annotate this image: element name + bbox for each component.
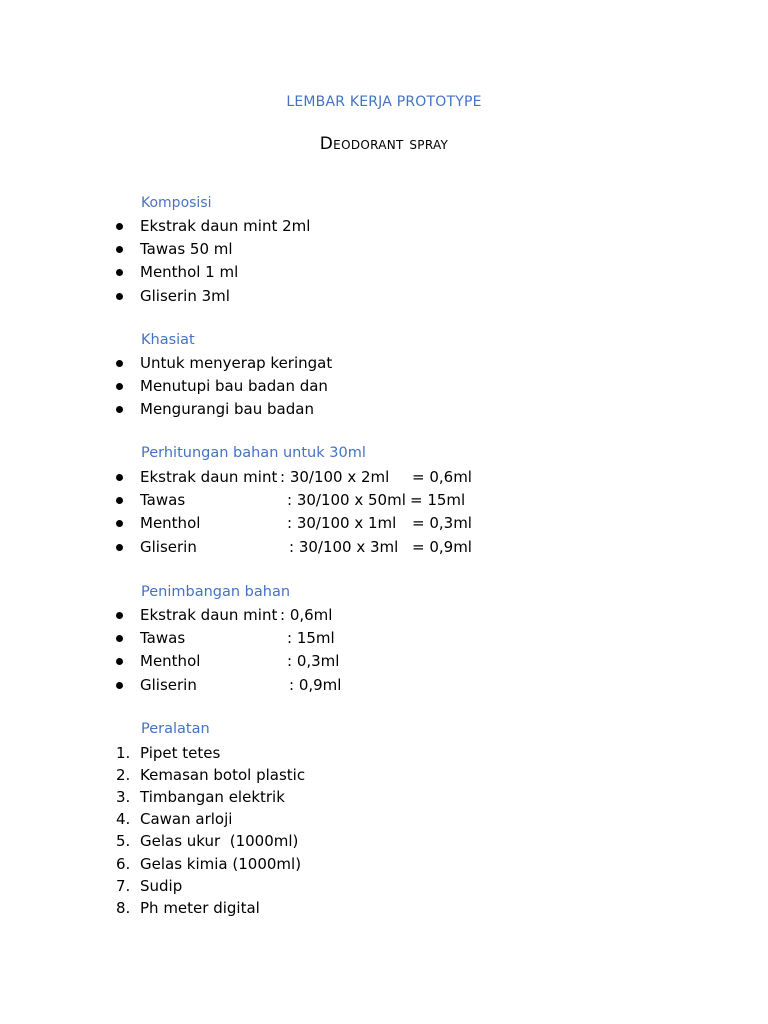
bullet-icon [116,246,123,253]
document-subtitle: Deodorant spray [319,134,449,154]
bullet-icon [116,293,123,300]
bullet-icon [116,544,123,551]
bullet-icon [116,497,123,504]
komposisi-heading: Komposisi [141,195,212,211]
bullet-icon [116,612,123,619]
bullet-icon [116,658,123,665]
bullet-icon [116,383,123,390]
peralatan-heading: Peralatan [141,721,210,737]
document-title: LEMBAR KERJA PROTOTYPE [286,94,482,110]
bullet-icon [116,406,123,413]
bullet-icon [116,269,123,276]
bullet-icon [116,360,123,367]
perhitungan-heading: Perhitungan bahan untuk 30ml [141,445,366,461]
bullet-icon [116,223,123,230]
document-page: LEMBAR KERJA PROTOTYPE Deodorant spray Komposisi Ekstrak daun mint 2ml Tawas 50 ml Menthol 1 ml Gliserin 3ml Khasiat Untuk menyerap keringat Menutupi bau badan dan Mengurangi bau badan Perhitungan bahan untuk 30ml Ekstrak daun mint : 30/100 x 2ml = 0,6ml Tawas : 30/100 x 50ml = 15ml Menthol : 30/100 x 1ml = 0,3ml Gliserin : 30/100 x 3ml = 0,9ml Penimbangan bahan Ekstrak daun mint : 0,6ml Tawas : 15ml Menthol : 0,3ml Gliserin : 0,9ml Peralatan 1. Pipet tetes 2. Kemasan botol plastic 3. Timbangan elektrik 4. Cawan arloji 5. Gelas ukur (1000ml) 6. Gelas kimia (1000ml) 7. Sudip 8. Ph meter digital [0,0,768,1024]
penimbangan-heading: Penimbangan bahan [141,584,291,600]
bullet-icon [116,520,123,527]
bullet-icon [116,635,123,642]
bullet-icon [116,682,123,689]
bullet-icon [116,474,123,481]
khasiat-heading: Khasiat [141,332,195,348]
